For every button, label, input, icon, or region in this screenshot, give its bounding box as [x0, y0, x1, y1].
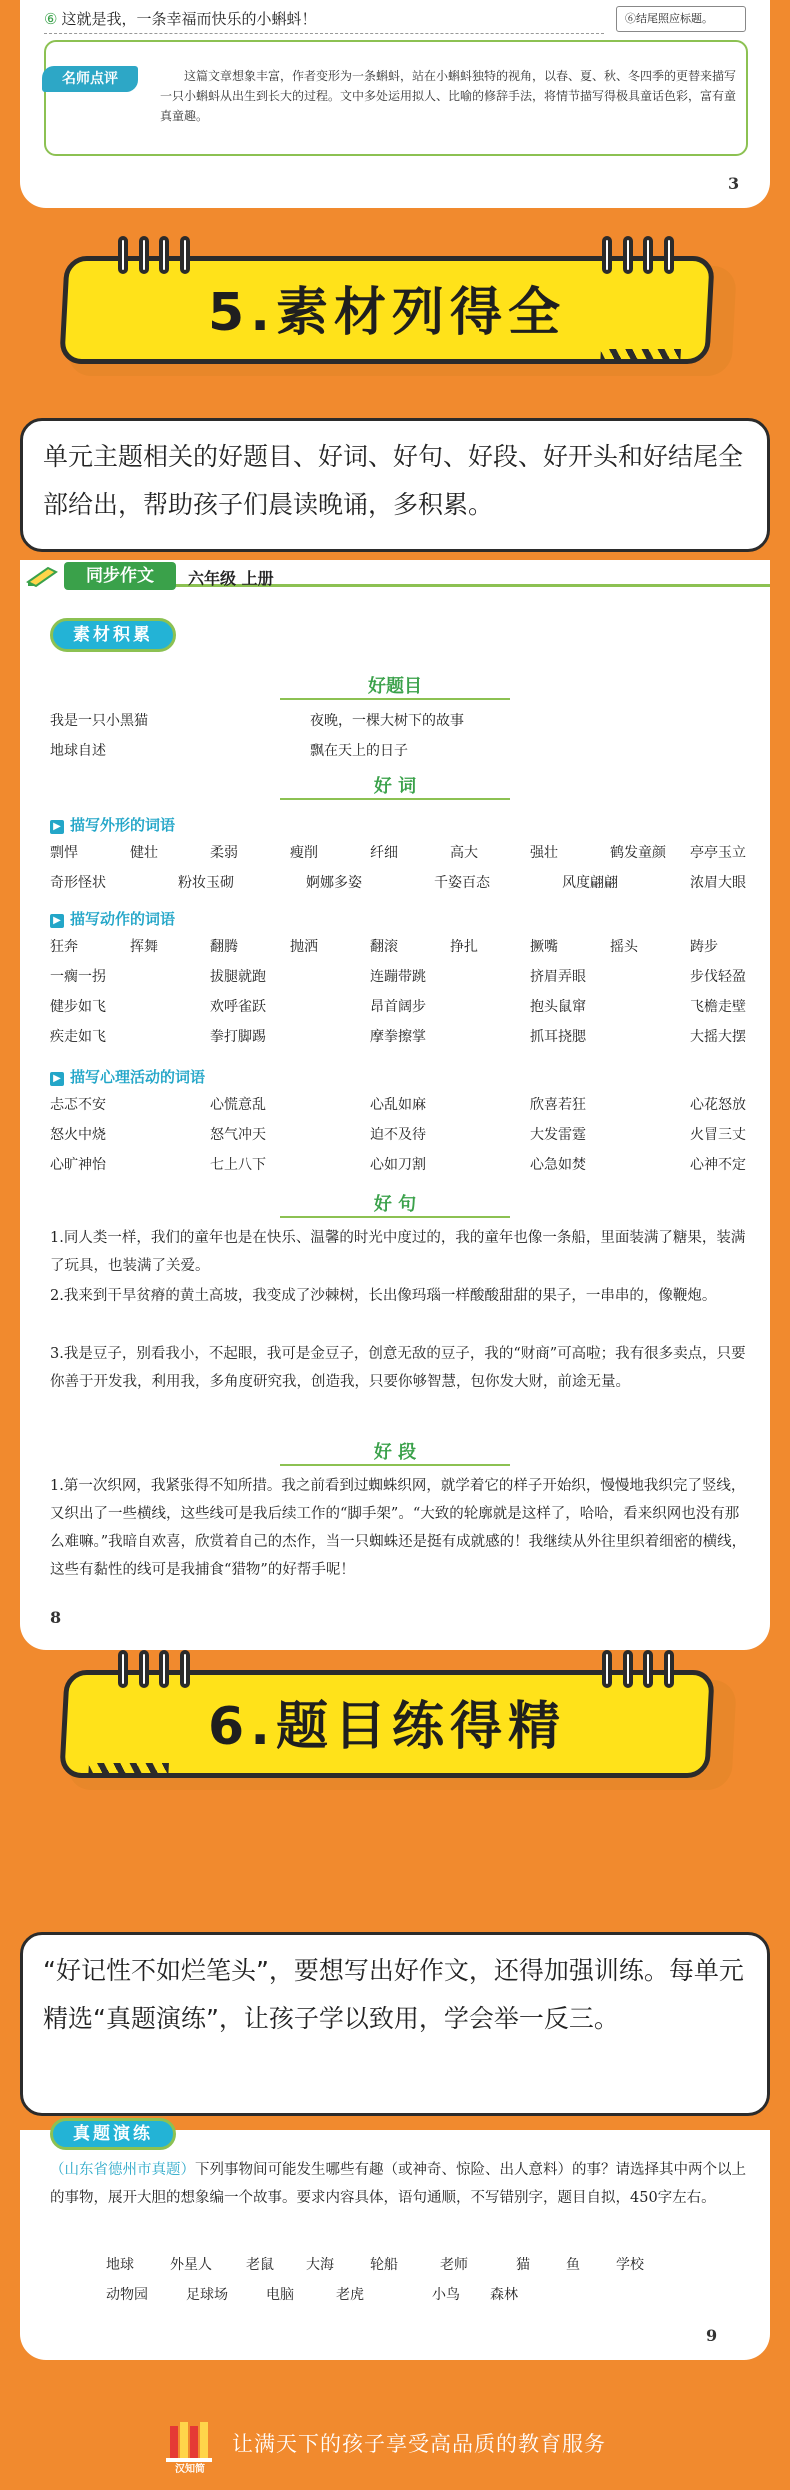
word-category: ▶ 描写动作的词语 — [50, 908, 175, 929]
word-item: 风度翩翩 — [562, 875, 618, 891]
word-item: 婀娜多姿 — [306, 875, 362, 891]
word-item: 心乱如麻 — [370, 1097, 426, 1113]
exam-pill: 真题演练 — [50, 2118, 176, 2150]
header-tag: 同步作文 — [64, 562, 176, 590]
sentence-item: 1.同人类一样，我们的童年也是在快乐、温馨的时光中度过的，我的童年也像一条船，里面装满了糖果，装满了玩具，也装满了关爱。 — [50, 1230, 746, 1274]
word-item: 迫不及待 — [370, 1127, 426, 1143]
section-intro: “好记性不如烂笔头”，要想写出好作文，还得加强训练。每单元精选“真题演练”，让孩子学以致用，学会举一反三。 — [20, 1932, 770, 2116]
comment-text: 这篇文章想象丰富，作者变形为一条蝌蚪，站在小蝌蚪独特的视角，以春、夏、秋、冬四季的更替来描写一只小蝌蚪从出生到长大的过程。文中多处运用拟人、比喻的修辞手法，将情节描写得极具童话色彩，富有童真童趣。 — [160, 69, 737, 123]
word-item: 飞檐走壁 — [690, 999, 746, 1015]
page-number: 8 — [50, 1608, 62, 1627]
binder-rings-icon — [602, 1650, 674, 1688]
pencil-icon — [26, 564, 60, 588]
word-item: 柔弱 — [210, 845, 238, 861]
word-item: 健步如飞 — [50, 999, 106, 1015]
word-item: 七上八下 — [210, 1157, 266, 1173]
word-item: 心神不定 — [690, 1157, 746, 1173]
section-banner-5 — [62, 250, 728, 388]
exam-word: 老虎 — [336, 2287, 364, 2303]
word-item: 粉妆玉砌 — [178, 875, 234, 891]
words-heading: 好 词 — [373, 776, 417, 797]
word-item: 摇头 — [610, 939, 638, 955]
word-item: 挥舞 — [130, 939, 158, 955]
section-pill: 素材积累 — [50, 618, 176, 652]
word-item: 抓耳挠腮 — [530, 1029, 586, 1045]
word-item: 千姿百态 — [434, 875, 490, 891]
binder-rings-icon — [602, 236, 674, 274]
paragraph-item: 1.第一次织网，我紧张得不知所措。我之前看到过蜘蛛织网，就学着它的样子开始织，慢慢地我织完了竖线，又织出了一些横线，这些线可是我后续工作的“脚手架”。“大致的轮廓就是这样了，哈哈，看来织网也没有那么难嘛。”我暗自欢喜，欣赏着自己的杰作，当一只蜘蛛还是挺有成就感的！我继续从外往里织着细密的横线，这些有黏性的线可是我捕食“猎物”的好帮手呢！ — [50, 1478, 747, 1578]
exam-word: 森林 — [490, 2287, 518, 2303]
word-item: 心急如焚 — [530, 1157, 586, 1173]
word-item: 亭亭玉立 — [690, 845, 746, 861]
word-item: 一瘸一拐 — [50, 969, 106, 985]
word-item: 步伐轻盈 — [690, 969, 746, 985]
section-banner-6 — [62, 1664, 728, 1802]
section-title: 6.题目练得精 — [208, 1697, 566, 1757]
exam-word: 小鸟 — [432, 2287, 460, 2303]
section-title: 5.素材列得全 — [208, 283, 566, 343]
exam-source: （山东省德州市真题） — [50, 2162, 195, 2178]
exam-word: 鱼 — [566, 2257, 580, 2273]
word-item: 怒气冲天 — [210, 1127, 266, 1143]
word-item: 剽悍 — [50, 845, 78, 861]
titles-heading: 好题目 — [368, 676, 422, 697]
word-category: ▶ 描写外形的词语 — [50, 814, 175, 835]
exam-word: 地球 — [106, 2257, 134, 2273]
word-item: 昂首阔步 — [370, 999, 426, 1015]
word-item: 健壮 — [130, 845, 158, 861]
binder-rings-icon — [118, 236, 190, 274]
word-item: 连蹦带跳 — [370, 969, 426, 985]
word-item: 忐忑不安 — [50, 1097, 106, 1113]
logo-text: 汉知简 — [175, 2464, 205, 2475]
word-item: 拳打脚踢 — [210, 1029, 266, 1045]
title-item: 地球自述 — [50, 743, 106, 759]
word-item: 怒火中烧 — [50, 1127, 106, 1143]
sentences-heading: 好 句 — [373, 1194, 417, 1215]
word-item: 挣扎 — [450, 939, 478, 955]
word-item: 强壮 — [530, 845, 558, 861]
title-item: 飘在天上的日子 — [310, 743, 408, 759]
exam-question — [50, 2156, 750, 2212]
sentence-item: 2.我来到干旱贫瘠的黄土高坡，我变成了沙棘树，长出像玛瑙一样酸酸甜甜的果子，一串串的，像鞭炮。 — [50, 1288, 717, 1304]
comment-tag: 名师点评 — [42, 66, 138, 92]
word-item: 抱头鼠窜 — [530, 999, 586, 1015]
page-header — [20, 560, 770, 594]
word-item: 踌步 — [690, 939, 718, 955]
word-item: 翻滚 — [370, 939, 398, 955]
exam-word: 足球场 — [186, 2287, 228, 2303]
word-category: ▶ 描写心理活动的词语 — [50, 1066, 205, 1087]
exam-word: 动物园 — [106, 2287, 148, 2303]
exam-word: 外星人 — [170, 2257, 212, 2273]
word-item: 心花怒放 — [690, 1097, 746, 1113]
word-item: 狂奔 — [50, 939, 78, 955]
footer — [0, 2400, 790, 2490]
exam-word: 老师 — [440, 2257, 468, 2273]
exam-word: 老鼠 — [246, 2257, 274, 2273]
paragraphs-heading: 好 段 — [373, 1442, 417, 1463]
side-note: ⑥结尾照应标题。 — [616, 6, 746, 32]
footer-slogan: 让满天下的孩子享受高品质的教育服务 — [232, 2432, 606, 2456]
exam-word: 大海 — [306, 2257, 334, 2273]
word-item: 浓眉大眼 — [690, 875, 746, 891]
word-item: 疾走如飞 — [50, 1029, 106, 1045]
word-item: 欣喜若狂 — [530, 1097, 586, 1113]
word-item: 撅嘴 — [530, 939, 558, 955]
exam-prompt: 下列事物间可能发生哪些有趣（或神奇、惊险、出人意料）的事？请选择其中两个以上的事物，展开大胆的想象编一个故事。要求内容具体，语句通顺，不写错别字，题目自拟，450字左右。 — [50, 2162, 746, 2206]
word-item: 高大 — [450, 845, 478, 861]
section-intro: 单元主题相关的好题目、好词、好句、好段、好开头和好结尾全部给出，帮助孩子们晨读晚诵，多积累。 — [20, 418, 770, 552]
word-item: 拔腿就跑 — [210, 969, 266, 985]
word-item: 大摇大摆 — [690, 1029, 746, 1045]
page-number: 3 — [728, 174, 740, 193]
exam-card — [20, 2124, 770, 2360]
example-text: 这就是我，一条幸福而快乐的小蝌蚪！ — [61, 10, 317, 28]
word-item: 纤细 — [370, 845, 398, 861]
word-item: 心如刀割 — [370, 1157, 426, 1173]
word-item: 奇形怪状 — [50, 875, 106, 891]
word-item: 鹤发童颜 — [610, 845, 666, 861]
example-number: ⑥ — [44, 10, 58, 28]
exam-word: 电脑 — [266, 2287, 294, 2303]
word-item: 瘦削 — [290, 845, 318, 861]
word-item: 心旷神怡 — [50, 1157, 106, 1173]
exam-word: 轮船 — [370, 2257, 398, 2273]
word-item: 抛洒 — [290, 939, 318, 955]
word-item: 欢呼雀跃 — [210, 999, 266, 1015]
header-subtitle: 六年级 上册 — [188, 569, 274, 588]
word-item: 心慌意乱 — [210, 1097, 266, 1113]
exam-word: 学校 — [616, 2257, 644, 2273]
title-item: 夜晚，一棵大树下的故事 — [310, 713, 464, 729]
page-number: 9 — [706, 2326, 718, 2345]
essay-card — [20, 0, 770, 208]
title-item: 我是一只小黑猫 — [50, 713, 148, 729]
exam-word: 猫 — [516, 2257, 530, 2273]
example-line — [44, 8, 604, 34]
material-card — [20, 560, 770, 1650]
word-item: 摩拳擦掌 — [370, 1029, 426, 1045]
binder-rings-icon — [118, 1650, 190, 1688]
word-item: 火冒三丈 — [690, 1127, 746, 1143]
word-item: 挤眉弄眼 — [530, 969, 586, 985]
sentence-item: 3.我是豆子，别看我小，不起眼，我可是金豆子，创意无敌的豆子，我的“财商”可高啦；我有很多卖点，只要你善于开发我，利用我，多角度研究我，创造我，只要你够智慧，包你发大财，前途无量。 — [50, 1346, 746, 1390]
word-item: 大发雷霆 — [530, 1127, 586, 1143]
word-item: 翻腾 — [210, 939, 238, 955]
